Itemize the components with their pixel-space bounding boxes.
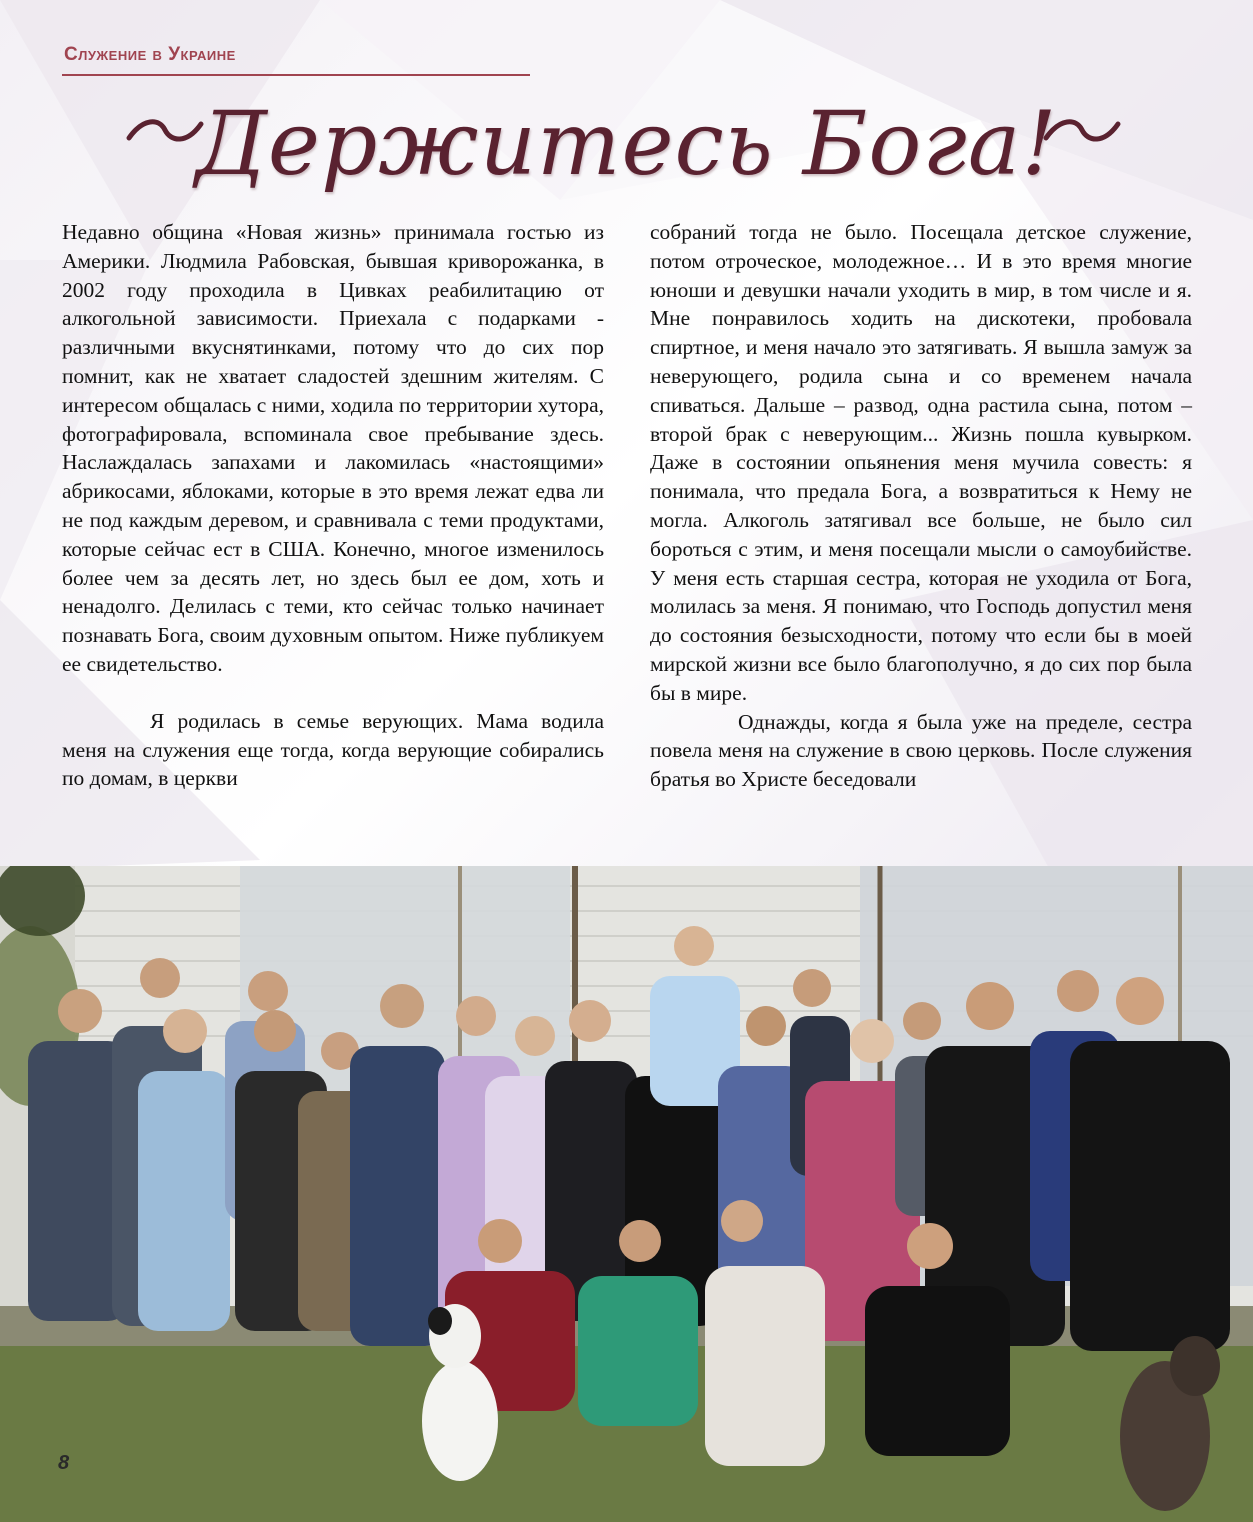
title-row: [0, 92, 1253, 202]
right-tilde-ornament: [1042, 112, 1122, 152]
header-rule: [62, 74, 530, 76]
group-photo-illustration: [0, 866, 1253, 1522]
group-photo: [0, 866, 1253, 1522]
paragraph-turning-point: Однажды, когда я была уже на пределе, сестра повела меня на служение в свою церковь. После служения братья во Христе беседовали: [650, 709, 1192, 792]
paragraph-testimony-start: Я родилась в семье верующих. Мама водила меня на служения еще тогда, когда верующие собирались по домам, в церкви: [62, 708, 604, 791]
paragraph-gap: [62, 679, 604, 707]
article-title: Держитесь Бога!: [195, 92, 1058, 195]
paragraph-testimony-continued: собраний тогда не было. Посещала детское служение, потом отроческое, молодежное… И в это время многие юноши и девушки начали уходить в мир, в том числе и я. Мне понравилось ходить на дискотеки, пробовала спиртное, и меня начало это затягивать. Я вышла замуж за неверующего, родила сына и со временем начала спиваться. Дальше – развод, одна растила сына, потом – второй брак с неверующим... Жизнь пошла кувырком. Даже в состоянии опьянения меня мучила совесть: я понимала, что предала Бога, а возвратиться к Нему не могла. Алкоголь затягивал все больше, не было сил бороться с этим, и меня посещали мысли о самоубийстве. У меня есть старшая сестра, которая не уходила от Бога, молилась за меня. Я понимаю, что Господь допустил меня до состояния безысходности, потому что если бы в моей мирской жизни все было благополучно, я до сих пор была бы в мире.: [650, 220, 1192, 705]
right-column: [650, 218, 1192, 794]
paragraph-intro: Недавно община «Новая жизнь» принимала гостью из Америки. Людмила Рабовская, бывшая криворожанка, в 2002 году проходила в Цивках реабилитацию от алкогольной зависимости. Приехала с подарками - различными вкуснятинками, потому что до сих пор помнит, как не хватает сладостей здешним жителям. С интересом общалась с ними, ходила по территории хутора, фотографировала, вспоминала свое пребывание здесь. Наслаждалась запахами и лакомилась «настоящими» абрикосами, яблоками, которые в это время лежат едва ли не под каждым деревом, и сравнивала с теми продуктами, которые сейчас ест в США. Конечно, многое изменилось более чем за десять лет, но здесь был ее дом, хоть и ненадолго. Делилась с теми, кто сейчас только начинает познавать Бога, своим духовным опытом. Ниже публикуем ее свидетельство.: [62, 220, 604, 676]
section-label: Служение в Украине: [64, 44, 236, 65]
left-column: [62, 218, 604, 793]
page-number: 8: [58, 1452, 70, 1474]
